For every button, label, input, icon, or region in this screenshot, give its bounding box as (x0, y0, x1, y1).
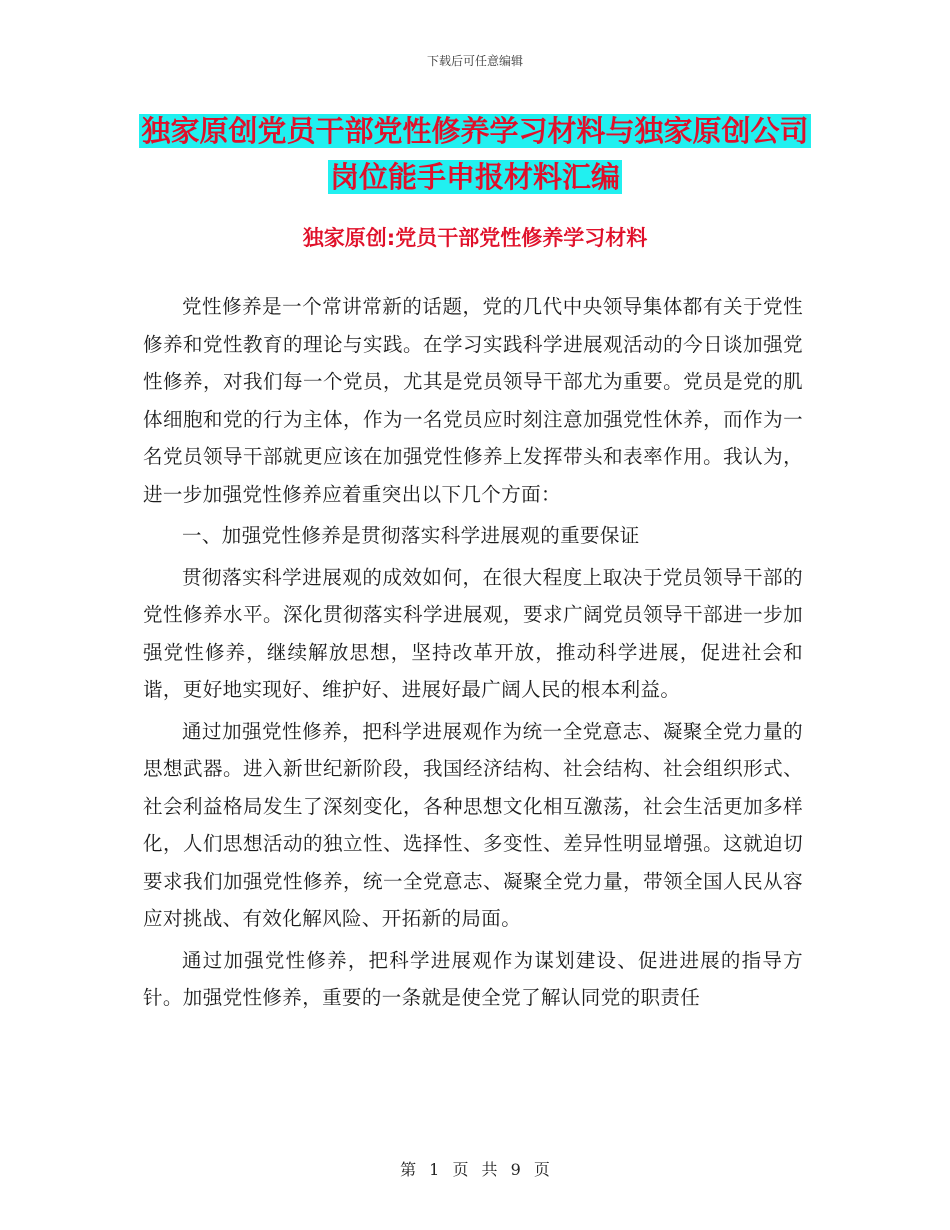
document-body (143, 288, 803, 1021)
paragraph-heading-1: 一、加强党性修养是贯彻落实科学进展观的重要保证 (182, 524, 640, 547)
paragraph-4: 通过加强党性修养，把科学进展观作为谋划建设、促进进展的指导方针。加强党性修养，重要的一条就是使全党了解认同党的职责任 (143, 948, 803, 1009)
document-title-line-2: 岗位能手申报材料汇编 (329, 160, 620, 194)
page-number-footer: 第 1 页 共 9 页 (400, 1160, 550, 1179)
document-title (0, 108, 950, 200)
section-title: 独家原创:党员干部党性修养学习材料 (302, 226, 648, 250)
paragraph-1: 党性修养是一个常讲常新的话题，党的几代中央领导集体都有关于党性修养和党性教育的理论与实践。在学习实践科学进展观活动的今日谈加强党性修养，对我们每一个党员，尤其是党员领导干部尤为重要。党员是党的肌体细胞和党的行为主体，作为一名党员应时刻注意加强党性休养，而作为一名党员领导干部就更应该在加强党性修养上发挥带头和表率作用。我认为，进一步加强党性修养应着重突出以下几个方面： (143, 295, 803, 506)
paragraph-3: 通过加强党性修养，把科学进展观作为统一全党意志、凝聚全党力量的思想武器。进入新世纪新阶段，我国经济结构、社会结构、社会组织形式、社会利益格局发生了深刻变化，各种思想文化相互激荡，社会生活更加多样化，人们思想活动的独立性、选择性、多变性、差异性明显增强。这就迫切要求我们加强党性修养，统一全党意志、凝聚全党力量，带领全国人民从容应对挑战、有效化解风险、开拓新的局面。 (143, 719, 803, 930)
document-title-line-1: 独家原创党员干部党性修养学习材料与独家原创公司 (141, 114, 809, 148)
paragraph-2: 贯彻落实科学进展观的成效如何，在很大程度上取决于党员领导干部的党性修养水平。深化贯彻落实科学进展观，要求广阔党员领导干部进一步加强党性修养，继续解放思想，坚持改革开放，推动科学进展，促进社会和谐，更好地实现好、维护好、进展好最广阔人民的根本利益。 (143, 565, 803, 701)
page-header-note: 下载后可任意编辑 (426, 54, 523, 68)
